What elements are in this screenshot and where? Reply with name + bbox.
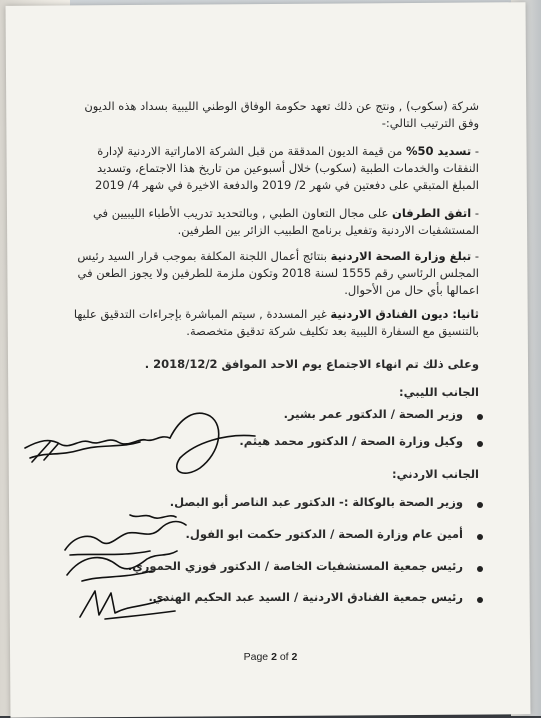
payment-item: - تبلغ وزارة الصحة الاردنية بنتائج أعمال اللجنة المكلفة بموجب قرار السيد رئيس المجلس الرئاسي رقم 1555 لسنة 2018 وتكون ملزمة للطرفين ولا يجوز الطعن في اعمالها بأي حال من الأحوال. bbox=[77, 249, 479, 297]
jordanian-member: رئيس جمعية المستشفيات الخاصة / الدكتور فوزي الحموري. bbox=[127, 559, 463, 573]
intro-line-2: وفق الترتيب التالي:- bbox=[381, 116, 479, 130]
closing-line: وعلى ذلك تم انهاء الاجتماع يوم الاحد الموافق 2018/12/2 . bbox=[144, 357, 479, 371]
bullet bbox=[477, 414, 483, 420]
signature-libyan-minister bbox=[20, 398, 270, 488]
libyan-member: وكيل وزارة الصحة / الدكتور محمد هيثم. bbox=[239, 434, 463, 448]
jordanian-member: وزير الصحة بالوكالة :- الدكتور عبد الناصر أبو البصل. bbox=[169, 495, 463, 509]
signature-jordanian-hotels bbox=[75, 585, 185, 625]
signature-jordanian-hospitals bbox=[62, 545, 182, 590]
payment-item: - تسديد 50% من قيمة الديون المدققة من قبل الشركة الاماراتية الاردنية لإدارة النفقات والخدمات الطبية (سكوب) خلال أسبوعين من تاريخ هذا الاجتماع، وتسديد المبلغ المتبقي على دفعتين في شهر 2/ 2019 والدفعة الاخيرة في شهر 4/ 2019 bbox=[95, 144, 479, 192]
payment-item-prefix: اتفق الطرفان bbox=[392, 206, 472, 220]
page-of: of bbox=[279, 651, 289, 663]
page-current: 2 bbox=[271, 651, 277, 663]
payment-item-text: على مجال التعاون الطبي , وبالتحديد تدريب الأطباء الليبيين في المستشفيات الاردنية وتفعيل برنامج الطبيب الزائر بين الطرفين. bbox=[92, 206, 479, 237]
jordanian-member: أمين عام وزارة الصحة / الدكتور حكمت ابو الفول. bbox=[185, 527, 463, 541]
jordanian-member: رئيس جمعية الفنادق الاردنية / السيد عبد الحكيم الهندي. bbox=[148, 590, 463, 604]
second-clause bbox=[49, 306, 479, 340]
jordanian-side-heading: الجانب الاردني: bbox=[392, 467, 479, 481]
payment-item: - اتفق الطرفان على مجال التعاون الطبي , وبالتحديد تدريب الأطباء الليبيين في المستشفيات الاردنية وتفعيل برنامج الطبيب الزائر بين الطرفين. bbox=[92, 206, 479, 237]
payment-item-text: بنتائج أعمال اللجنة المكلفة بموجب قرار السيد رئيس المجلس الرئاسي رقم 1555 لسنة 2018 وتكون ملزمة للطرفين ولا يجوز الطعن في اعمالها بأي حال من الأحوال. bbox=[77, 249, 479, 297]
second-clause-prefix: ثانيا: ديون الفنادق الاردنية bbox=[330, 307, 479, 321]
bullet bbox=[477, 566, 483, 572]
bullet bbox=[477, 502, 483, 508]
payment-item-prefix: تسديد 50% bbox=[406, 144, 472, 158]
second-clause-text: غير المسددة , سيتم المباشرة بإجراءات التدقيق عليها بالتنسيق مع السفارة الليبية بعد تكليف شركة تدقيق متخصصة. bbox=[73, 307, 479, 338]
intro-line-1: شركة (سكوب) , ونتج عن ذلك تعهد حكومة الوفاق الوطني الليبية بسداد هذه الديون bbox=[84, 99, 479, 113]
payment-item-prefix: تبلغ وزارة الصحة الاردنية bbox=[330, 249, 472, 263]
page-label: Page bbox=[243, 651, 269, 663]
page-number bbox=[0, 651, 541, 663]
bullet bbox=[477, 534, 483, 540]
bullet bbox=[477, 597, 483, 603]
libyan-side-heading: الجانب الليبي: bbox=[399, 385, 479, 399]
libyan-member: وزير الصحة / الدكتور عمر بشير. bbox=[283, 407, 463, 421]
page-total: 2 bbox=[291, 651, 298, 663]
bullet bbox=[477, 441, 483, 447]
payment-item-text: من قيمة الديون المدققة من قبل الشركة الاماراتية الاردنية لإدارة النفقات والخدمات الطبية (سكوب) خلال أسبوعين من تاريخ هذا الاجتماع، وتسديد المبلغ المتبقي على دفعتين في شهر 2/ 2019 والدفعة الاخيرة في شهر 4/ 2019 bbox=[95, 144, 479, 192]
